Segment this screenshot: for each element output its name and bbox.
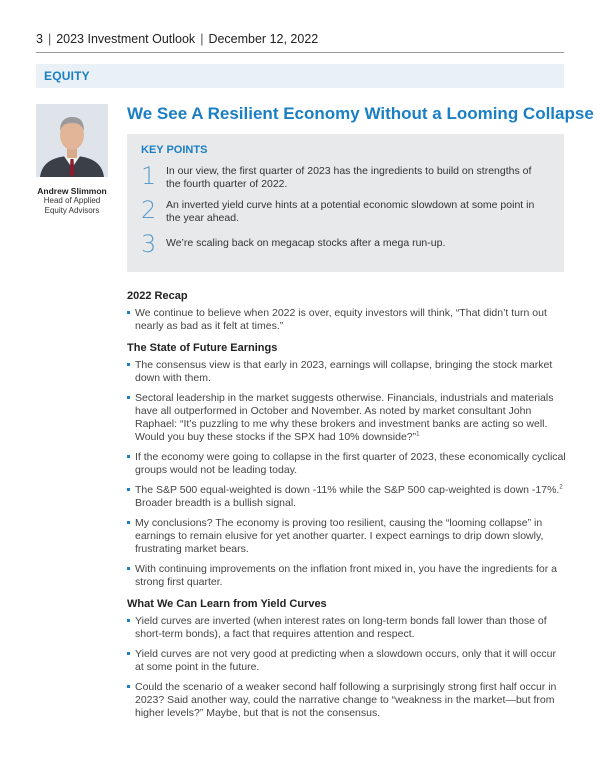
bullet-item: My conclusions? The economy is proving too resilient, causing the “looming collapse” in earnings to remain elusive for yet another quarter. I expect earnings to drip down slowly, frustrating market bears. <box>127 517 567 556</box>
footnote-ref: 2 <box>559 484 563 491</box>
author-role-line: Equity Advisors <box>44 206 100 215</box>
bullet-item: Could the scenario of a weaker second half following a surprisingly strong first half occur in 2023? Said another way, could the narrative change to “weakness in the market—but from higher levels?” Maybe, but that is not the consensus. <box>127 681 567 720</box>
key-point-text: In our view, the first quarter of 2023 has the ingredients to build on strengths of the fourth quarter of 2022. <box>166 165 532 190</box>
author-role-line: Head of Applied <box>43 196 101 205</box>
bullet-text: Sectoral leadership in the market suggests otherwise. Financials, industrials and materials have all outperformed in October and November. As noted by market consultant John Raphael: “It’s puzzling to me why these brokers and investment banks are acting so well. Would you buy these stocks if the SPX had 10% downside?” <box>135 392 554 443</box>
article-body <box>127 290 567 729</box>
bullet-item: Yield curves are not very good at predicting when a slowdown occurs, only that it will occur at some point in the future. <box>127 648 567 674</box>
author-photo <box>36 104 108 177</box>
article-title: We See A Resilient Economy Without a Looming Collapse <box>127 104 594 123</box>
key-point-number: 2 <box>141 196 157 224</box>
section-band <box>36 64 564 88</box>
page-header <box>36 32 318 46</box>
header-divider <box>36 52 564 53</box>
author-card <box>36 104 108 216</box>
key-point-text: We’re scaling back on megacap stocks after a mega run-up. <box>166 237 446 249</box>
document-title: 2023 Investment Outlook <box>56 32 196 46</box>
key-points-box <box>127 134 564 272</box>
bullet-item <box>127 484 567 510</box>
bullet-list <box>127 615 567 720</box>
section-heading: What We Can Learn from Yield Curves <box>127 598 327 610</box>
footnote-ref: 1 <box>416 431 420 438</box>
document-date: December 12, 2022 <box>208 32 319 46</box>
bullet-list <box>127 359 567 589</box>
section-label: EQUITY <box>44 69 90 83</box>
bullet-text: The S&P 500 equal-weighted is down -11% while the S&P 500 cap-weighted is down -17%. <box>135 484 560 496</box>
header-separator: | <box>200 32 204 46</box>
bullet-item <box>127 392 567 444</box>
section-heading: 2022 Recap <box>127 290 188 302</box>
author-role <box>36 196 108 216</box>
section-future-earnings <box>127 342 567 589</box>
key-point-text: An inverted yield curve hints at a potential economic slowdown at some point in the year ahead. <box>166 199 535 224</box>
key-points-heading: KEY POINTS <box>141 144 208 156</box>
bullet-item: The consensus view is that early in 2023, earnings will collapse, bringing the stock market down with them. <box>127 359 567 385</box>
bullet-item: Yield curves are inverted (when interest rates on long-term bonds fall lower than those of short-term bonds), a fact that requires attention and respect. <box>127 615 567 641</box>
header-separator: | <box>47 32 52 46</box>
author-name: Andrew Slimmon <box>37 186 107 196</box>
key-point-number: 1 <box>141 162 157 190</box>
section-yield-curves <box>127 598 567 720</box>
section-heading: The State of Future Earnings <box>127 342 278 354</box>
page-number: 3 <box>36 32 43 46</box>
bullet-item: We continue to believe when 2022 is over, equity investors will think, “That didn’t turn out nearly as bad as it felt at times.” <box>127 307 567 333</box>
key-point-number: 3 <box>141 230 157 258</box>
bullet-item: If the economy were going to collapse in the first quarter of 2023, these economically cyclical groups would not be leading today. <box>127 451 567 477</box>
section-2022-recap <box>127 290 567 333</box>
bullet-text: Broader breadth is a bullish signal. <box>135 497 297 509</box>
bullet-item: With continuing improvements on the inflation front mixed in, you have the ingredients for a strong first quarter. <box>127 563 567 589</box>
bullet-list <box>127 307 567 333</box>
